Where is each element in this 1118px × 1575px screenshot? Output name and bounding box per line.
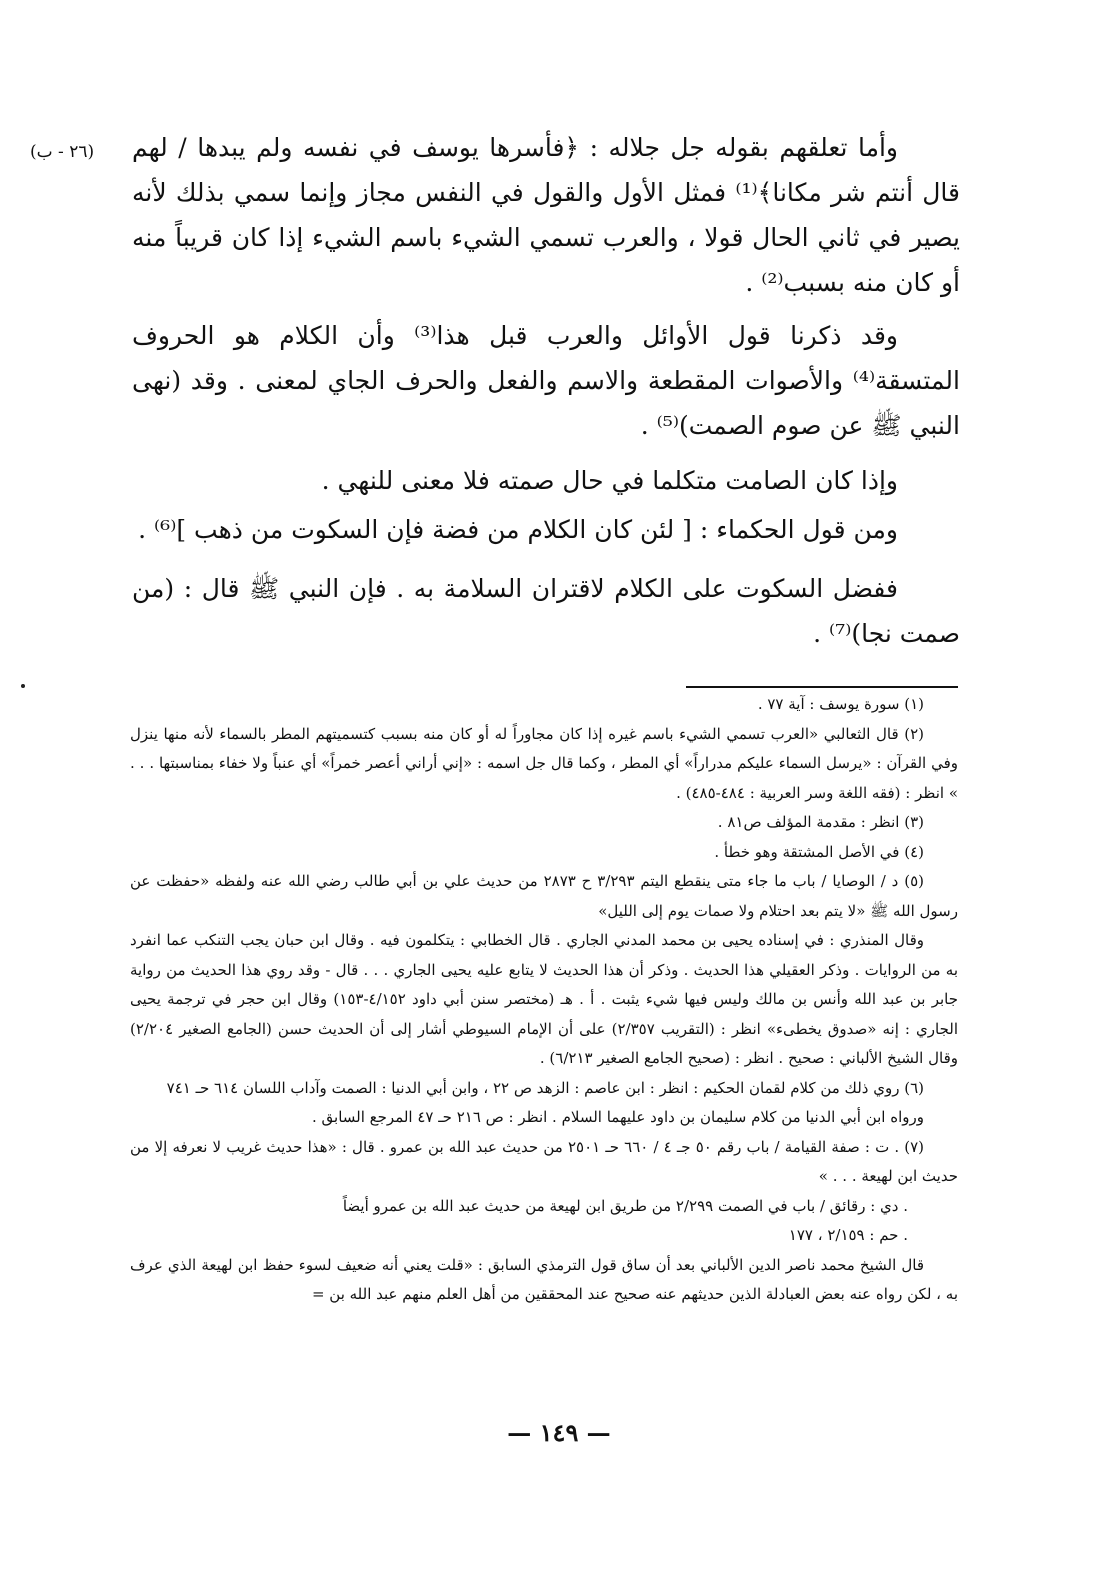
footnote-divider	[686, 686, 958, 688]
footnote-7-ahmad: . حم : ٢/١٥٩ ، ١٧٧	[788, 1226, 908, 1244]
paragraph-3: وإذا كان الصامت متكلما في حال صمته فلا معنى للنهي .	[321, 466, 898, 495]
stray-dot	[21, 684, 25, 688]
footnote-6: (٦) روي ذلك من كلام لقمان الحكيم : انظر : ابن عاصم : الزهد ص ٢٢ ، وابن أبي الدنيا : الصمت وآداب اللسان ٦١٤ حـ ٧٤١	[166, 1078, 924, 1097]
main-text	[132, 125, 960, 656]
paragraph-2: وقد ذكرنا قول الأوائل والعرب قبل هذا⁽³⁾ وأن الكلام هو الحروف المتسقة⁽⁴⁾ والأصوات المقطعة والاسم والفعل والحرف الجاي لمعنى . وقد (نهى النبي ﷺ عن صوم الصمت)⁽⁵⁾ .	[132, 321, 960, 440]
margin-folio-note: (٢٦ - ب)	[30, 142, 95, 162]
footnote-4: (٤) في الأصل المشتقة وهو خطأ .	[714, 842, 924, 861]
footnotes	[130, 690, 958, 1310]
footnote-7-albani: قال الشيخ محمد ناصر الدين الألباني بعد أن ساق قول الترمذي السابق : «قلت يعني أنه ضعيف لسوء حفظ ابن لهيعة الذي عرف به ، لكن رواه عنه بعض العبادلة الذين حديثهم عنه صحيح عند المحققين من أهل العلم منهم عبد الله بن =	[130, 1255, 958, 1303]
footnote-5: (٥) د / الوصايا / باب ما جاء متى ينقطع اليتم ٣/٢٩٣ ح ٢٨٧٣ من حديث علي بن أبي طالب رضي الله عنه ولفظه «حفظت عن رسول الله ﷺ «لا يتم بعد احتلام ولا صمات يوم إلى الليل»	[130, 872, 958, 920]
footnote-7: (٧) . ت : صفة القيامة / باب رقم ٥٠ جـ ٤ / ٦٦٠ حـ ٢٥٠١ من حديث عبد الله بن عمرو . قال : «هذا حديث غريب لا نعرفه إلا من حديث ابن لهيعة . . . »	[130, 1137, 958, 1185]
footnote-3: (٣) انظر : مقدمة المؤلف ص٨١ .	[717, 813, 924, 831]
footnote-6-continued: ورواه ابن أبي الدنيا من كلام سليمان بن داود عليهما السلام . انظر : ص ٢١٦ حـ ٤٧ المرجع السابق .	[311, 1108, 924, 1126]
footnote-7-darimi: . دي : رقائق / باب في الصمت ٢/٢٩٩ من طريق ابن لهيعة من حديث عبد الله بن عمرو أيضاً	[342, 1196, 908, 1215]
paragraph-5: ففضل السكوت على الكلام لاقتران السلامة به . فإن النبي ﷺ قال : (من صمت نجا)⁽⁷⁾ .	[132, 574, 960, 648]
footnote-5-continued: وقال المنذري : في إسناده يحيى بن محمد المدني الجاري . قال الخطابي : يتكلمون فيه . وقال ابن حبان يجب التنكب عما انفرد به من الروايات . وذكر العقيلي هذا الحديث . وذكر أن هذا الحديث لا يتابع عليه يحيى الجاري . . . قال - وقد روي هذا الحديث من رواية جابر بن عبد الله وأنس بن مالك وليس فيها شيء يثبت . أ . هـ (مختصر سنن أبي داود ٤/١٥٢-١٥٣) وقال ابن حجر في ترجمة يحيى الجاري : إنه «صدوق يخطىء» انظر : (التقريب ٢/٣٥٧) على أن الإمام السيوطي أشار إلى أن الحديث حسن (الجامع الصغير ٢/٢٠٤) وقال الشيخ الألباني : صحيح . انظر : (صحيح الجامع الصغير ٦/٢١٣) .	[130, 931, 958, 1067]
footnote-2: (٢) قال الثعالبي «العرب تسمي الشيء باسم غيره إذا كان مجاوراً له أو كان منه بسبب كتسميتهم المطر بالسماء لأنه منها ينزل وفي القرآن : «يرسل السماء عليكم مدراراً» أي المطر ، وكما قال جل اسمه : «إني أراني أعصر خمراً» أي عنباً ولا خفاء بمناسبتها . . . » انظر : (فقه اللغة وسر العربية : ٤٨٤-٤٨٥) .	[130, 724, 958, 802]
footnote-1: (١) سورة يوسف : آية ٧٧ .	[757, 695, 924, 713]
page-number: — ١٤٩ —	[507, 1418, 611, 1447]
paragraph-4: ومن قول الحكماء : [ لئن كان الكلام من فضة فإن السكوت من ذهب ]⁽⁶⁾ .	[138, 515, 898, 544]
paragraph-1: وأما تعلقهم بقوله جل جلاله : ﴿فأسرها يوسف في نفسه ولم يبدها / لهم قال أنتم شر مكانا﴾⁽¹⁾ فمثل الأول والقول في النفس مجاز وإنما سمي بذلك لأنه يصير في ثاني الحال قولا ، والعرب تسمي الشيء باسم الشيء إذا كان قريباً منه أو كان منه بسبب⁽²⁾ .	[132, 133, 960, 297]
